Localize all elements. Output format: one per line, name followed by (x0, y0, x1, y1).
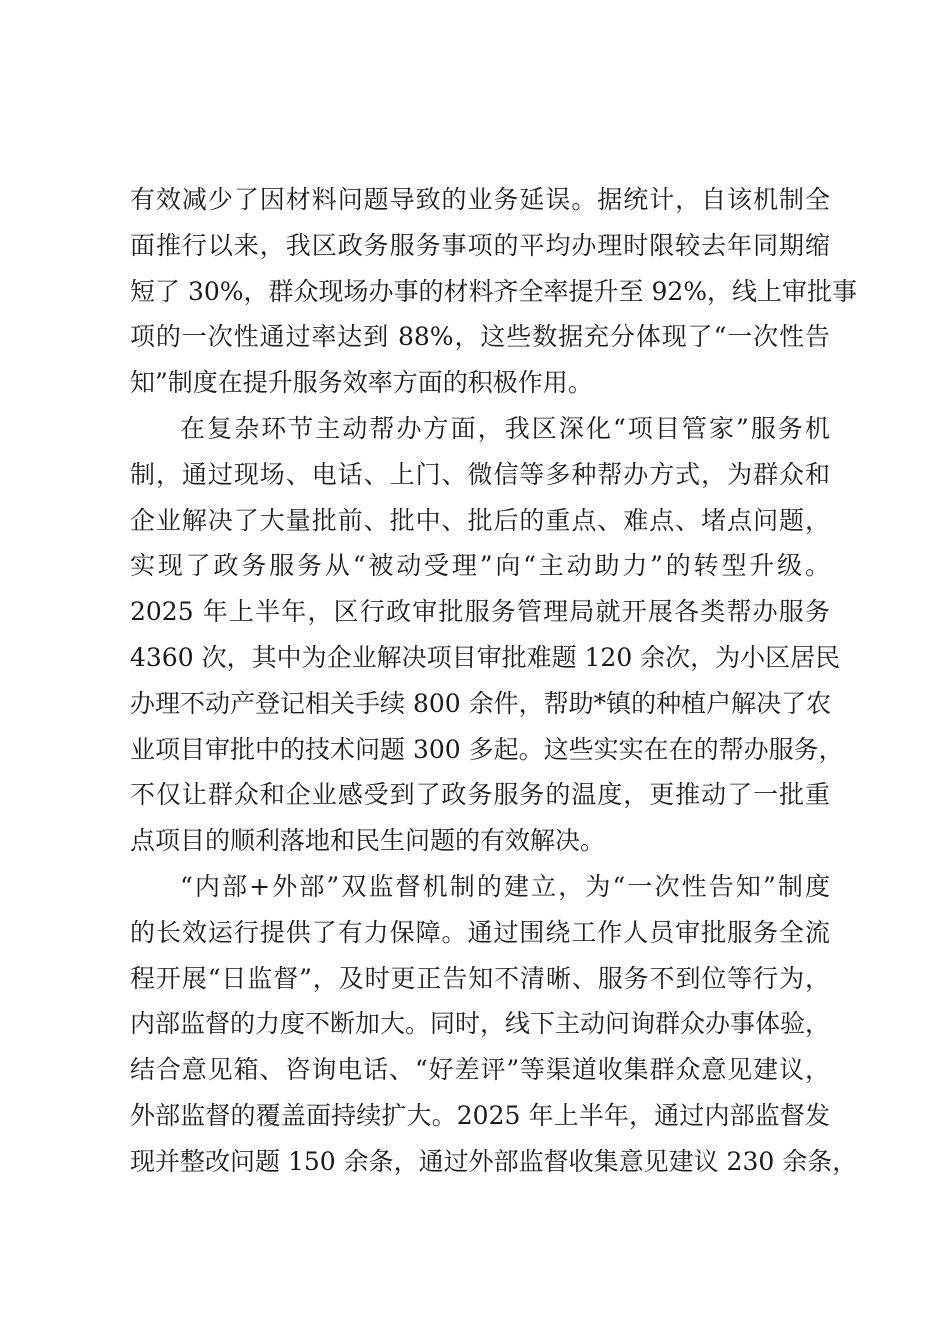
text-line: 短了 30%，群众现场办事的材料齐全率提升至 92%，线上审批事 (130, 276, 858, 306)
text-line: 制，通过现场、电话、上门、微信等多种帮办方式，为群众和 (130, 459, 830, 489)
text-line: 4360 次，其中为企业解决项目审批难题 120 余次，为小区居民 (130, 642, 841, 672)
body-text (130, 177, 858, 1185)
text-line: 办理不动产登记相关手续 800 余件，帮助*镇的种植户解决了农 (130, 688, 832, 718)
text-line: 实现了政务服务从“被动受理”向“主动助力”的转型升级。 (130, 551, 830, 581)
paragraph-1 (130, 177, 858, 406)
text-line: 项的一次性通过率达到 88%，这些数据充分体现了“一次性告 (130, 322, 830, 352)
text-line: 在复杂环节主动帮办方面，我区深化“项目管家”服务机 (180, 413, 830, 443)
text-line: 结合意见箱、咨询电话、“好差评”等渠道收集群众意见建议， (130, 1055, 830, 1085)
text-line: 不仅让群众和企业感受到了政务服务的温度，更推动了一批重 (130, 780, 830, 810)
text-line: 企业解决了大量批前、批中、批后的重点、难点、堵点问题， (130, 505, 830, 535)
text-line: 程开展“日监督”，及时更正告知不清晰、服务不到位等行为， (130, 963, 830, 993)
text-line: 的长效运行提供了有力保障。通过围绕工作人员审批服务全流 (130, 917, 830, 947)
text-line: 面推行以来，我区政务服务事项的平均办理时限较去年同期缩 (130, 230, 830, 260)
text-line: 有效减少了因材料问题导致的业务延误。据统计，自该机制全 (130, 185, 830, 214)
text-line: 点项目的顺利落地和民生问题的有效解决。 (130, 826, 606, 856)
text-line: 业项目审批中的技术问题 300 多起。这些实实在在的帮办服务， (130, 734, 844, 764)
paragraph-3 (130, 864, 858, 1185)
text-line: 内部监督的力度不断加大。同时，线下主动问询群众办事体验， (130, 1009, 831, 1039)
text-line: 现并整改问题 150 余条，通过外部监督收集意见建议 230 余条， (130, 1146, 858, 1176)
paragraph-2 (130, 406, 844, 864)
text-line: “内部+外部”双监督机制的建立，为“一次性告知”制度 (180, 871, 830, 901)
text-line: 知”制度在提升服务效率方面的积极作用。 (130, 368, 593, 398)
text-line: 外部监督的覆盖面持续扩大。2025 年上半年，通过内部监督发 (130, 1100, 830, 1130)
text-line: 2025 年上半年，区行政审批服务管理局就开展各类帮办服务 (130, 597, 830, 627)
